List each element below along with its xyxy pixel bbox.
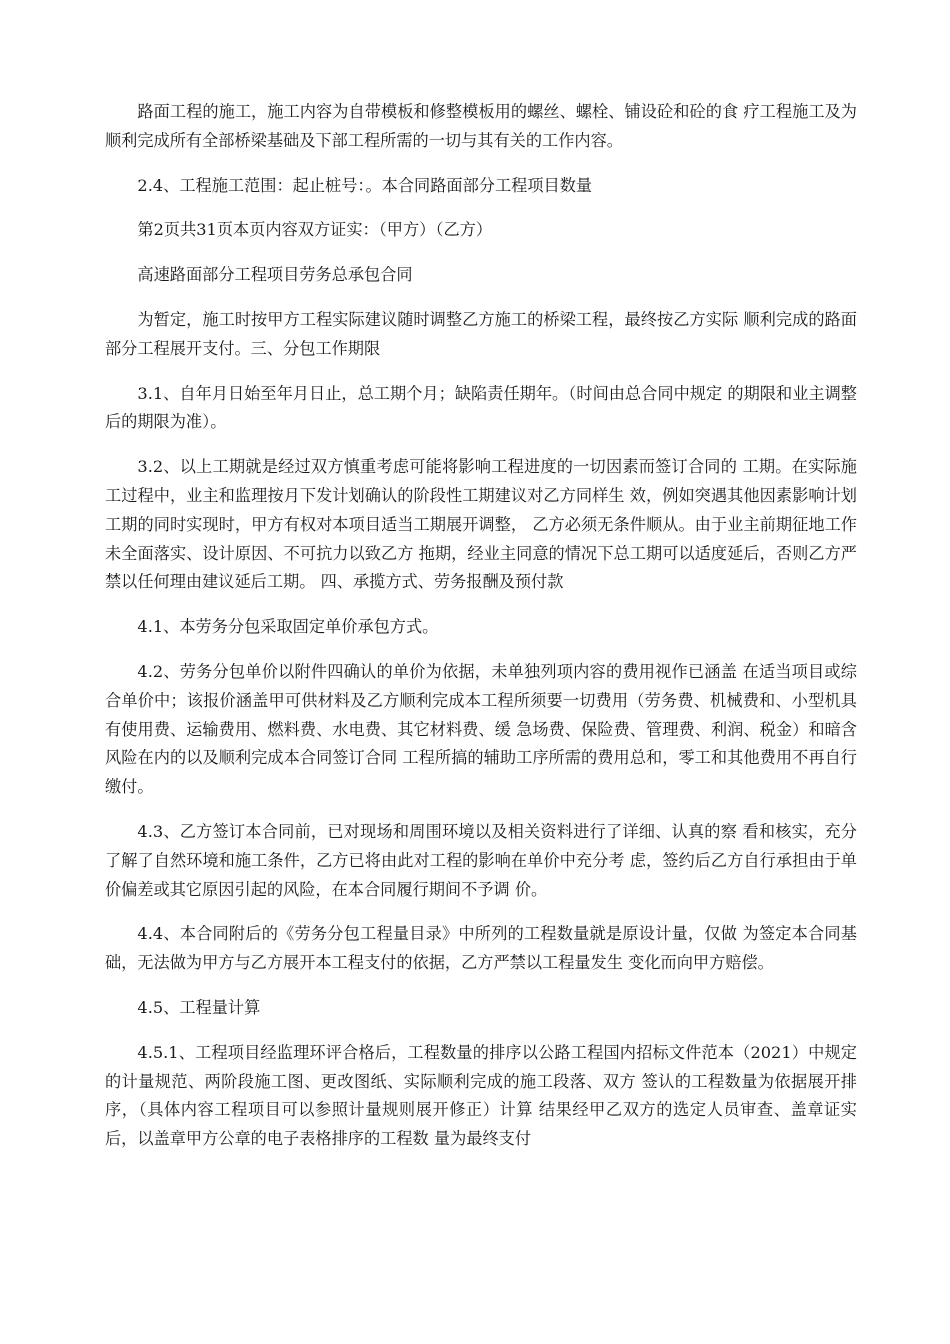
paragraph-5: 为暂定，施工时按甲方工程实际建议随时调整乙方施工的桥梁工程，最终按乙方实际 顺利完成的路面部分工程展开支付。三、分包工作期限 <box>105 309 857 358</box>
paragraph-11: 4.4、本合同附后的《劳务分包工程量目录》中所列的工程数量就是原设计量，仅做 为签定本合同基础，无法做为甲方与乙方展开本工程支付的依据，乙方严禁以工程量发生 变化而向甲方赔偿。 <box>105 924 857 973</box>
paragraph-3: 第2页共31页本页内容双方证实：（甲方）（乙方） <box>137 220 493 240</box>
paragraph-12: 4.5、工程量计算 <box>137 997 261 1017</box>
paragraph-1: 路面工程的施工，施工内容为自带模板和修整模板用的螺丝、螺栓、铺设砼和砼的食 疗工程施工及为顺利完成所有全部桥梁基础及下部工程所需的一切与其有关的工作内容。 <box>105 102 857 150</box>
document-page <box>105 98 857 1170</box>
paragraph-2: 2.4、工程施工范围：起止桩号：。本合同路面部分工程项目数量 <box>137 175 593 195</box>
paragraph-4: 高速路面部分工程项目劳务总承包合同 <box>137 265 413 285</box>
paragraph-7: 3.2、以上工期就是经过双方慎重考虑可能将影响工程进度的一切因素而签订合同的 工期。在实际施工过程中，业主和监理按月下发计划确认的阶段性工期建议对乙方同样生 效，例如突遇其他因素影响计划工期的同时实现时，甲方有权对本项目适当工期展开调整， 乙方必须无条件顺从。由于业主前期征地工作未全面落实、设计原因、不可抗力以致乙方 拖期，经业主同意的情况下总工期可以适度延后，否则乙方严禁以任何理由建议延后工期。 四、承揽方式、劳务报酬及预付款 <box>105 457 857 592</box>
paragraph-9: 4.2、劳务分包单价以附件四确认的单价为依据，未单独列项内容的费用视作已涵盖 在适当项目或综合单价中；该报价涵盖甲可供材料及乙方顺利完成本工程所须要一切费用（劳务费、机械费和、小型机具有使用费、运输费用、燃料费、水电费、其它材料费、缓 急场费、保险费、管理费、利润、税金）和暗含风险在内的以及顺利完成本合同签订合同 工程所搞的辅助工序所需的费用总和，零工和其他费用不再自行缴付。 <box>105 661 857 797</box>
paragraph-13: 4.5.1、工程项目经监理环评合格后，工程数量的排序以公路工程国内招标文件范本（2021）中规定的计量规范、两阶段施工图、更改图纸、实际顺利完成的施工段落、双方 签认的工程数量为依据展开排序，（具体内容工程项目可以参照计量规则展开修正）计算 结果经甲乙双方的选定人员审查、盖章证实后，以盖章甲方公章的电子表格排序的工程数 量为最终支付 <box>105 1042 857 1149</box>
paragraph-8: 4.1、本劳务分包采取固定单价承包方式。 <box>137 617 439 637</box>
paragraph-6: 3.1、自年月日始至年月日止，总工期个月；缺陷责任期年。（时间由总合同中规定 的期限和业主调整后的期限为准）。 <box>105 383 857 432</box>
paragraph-10: 4.3、乙方签订本合同前，已对现场和周围环境以及相关资料进行了详细、认真的察 看和核实，充分了解了自然环境和施工条件，乙方已将由此对工程的影响在单价中充分考 虑，签约后乙方自行承担由于单价偏差或其它原因引起的风险，在本合同履行期间不予调 价。 <box>105 821 857 899</box>
